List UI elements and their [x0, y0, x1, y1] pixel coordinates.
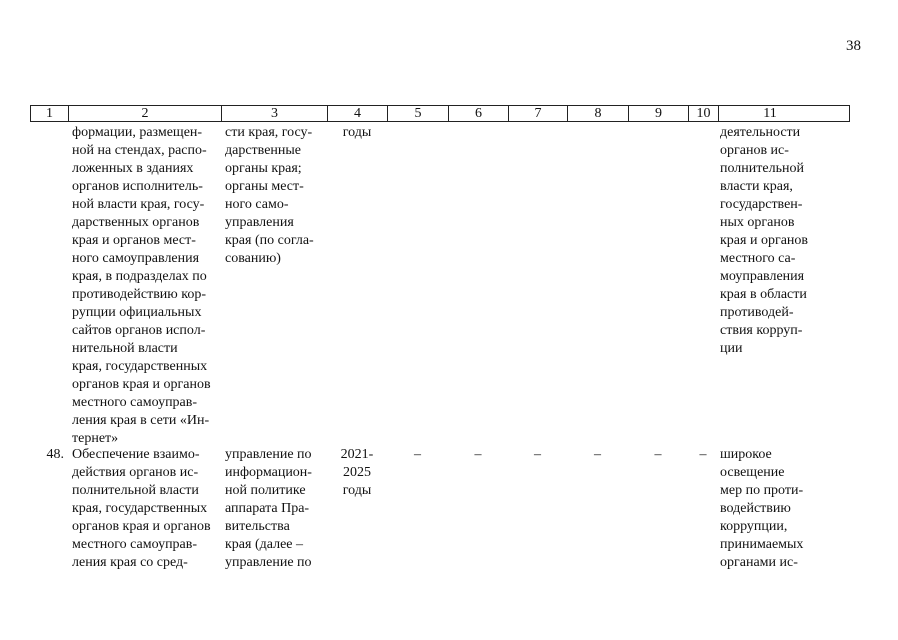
text-line: ной власти края, госу- [72, 197, 205, 212]
text-line: 2021- [340, 447, 374, 462]
text-line: ления края со сред- [72, 555, 188, 570]
cell-col8 [567, 124, 628, 448]
cell-col6 [448, 124, 508, 448]
header-cell: 2 [69, 106, 222, 121]
cell-col5 [387, 124, 448, 448]
cell-result [718, 124, 820, 448]
text-line: органов края и органов [72, 519, 211, 534]
text-line: действия органов ис- [72, 465, 199, 480]
cell-period [327, 446, 387, 572]
cell-col10 [688, 124, 718, 448]
page-number: 38 [846, 38, 861, 54]
text-line: водействию [720, 501, 791, 516]
text-line: широкое [720, 447, 772, 462]
text-line: 2025 [343, 465, 371, 480]
text-line: рупции официальных [72, 305, 202, 320]
header-cell: 9 [629, 106, 689, 121]
text-line: ции [720, 341, 743, 356]
cell-measure-text [68, 446, 221, 572]
cell-col6: – [474, 447, 482, 462]
text-line: принимаемых [720, 537, 804, 552]
text-line: края, в подразделах по [72, 269, 207, 284]
table-row-continued [30, 124, 850, 448]
text-line: противодей- [720, 305, 794, 320]
text-line: власти края, [720, 179, 793, 194]
text-line: нительной власти [72, 341, 178, 356]
text-line: сайтов органов испол- [72, 323, 206, 338]
text-line: края в области [720, 287, 807, 302]
text-line: ствия корруп- [720, 323, 803, 338]
cell-col9 [628, 124, 688, 448]
cell-col10: – [699, 447, 707, 462]
text-line: моуправления [720, 269, 805, 284]
text-line: органами ис- [720, 555, 798, 570]
text-line: управление по [225, 555, 312, 570]
text-line: аппарата Пра- [225, 501, 310, 516]
header-cell: 5 [388, 106, 449, 121]
text-line: края и органов [720, 233, 809, 248]
cell-col9: – [654, 447, 662, 462]
text-line: местного самоуправ- [72, 537, 198, 552]
text-line: управление по [225, 447, 312, 462]
text-line: края, государственных [72, 359, 208, 374]
text-line: противодействию кор- [72, 287, 207, 302]
text-line: ной на стендах, распо- [72, 143, 207, 158]
text-line: управления [225, 215, 294, 230]
text-line: края и органов мест- [72, 233, 196, 248]
text-line: дарственные [225, 143, 302, 158]
text-line: мер по проти- [720, 483, 804, 498]
cell-result [718, 446, 820, 572]
cell-col8: – [594, 447, 601, 462]
text-line: сти края, госу- [225, 125, 313, 140]
cell-executors [221, 124, 327, 448]
cell-executors [221, 446, 327, 572]
header-cell: 3 [222, 106, 328, 121]
table-header-row [30, 105, 850, 122]
header-cell: 11 [763, 106, 777, 121]
text-line: местного са- [720, 251, 796, 266]
header-cell: 7 [509, 106, 568, 121]
text-line: государствен- [720, 197, 803, 212]
text-line: формации, размещен- [72, 125, 203, 140]
text-line: информацион- [225, 465, 312, 480]
header-cell: 10 [689, 106, 719, 121]
text-line: ного само- [225, 197, 289, 212]
text-line: ных органов [720, 215, 795, 230]
text-line: органов исполнитель- [72, 179, 203, 194]
cell-col7: – [534, 447, 541, 462]
text-line: годы [342, 483, 372, 498]
cell-number [30, 124, 68, 448]
table-row-48 [30, 446, 850, 572]
text-line: деятельности [720, 125, 801, 140]
text-line: органов края и органов [72, 377, 211, 392]
cell-col5: – [414, 447, 421, 462]
text-line: полнительной [720, 161, 804, 176]
text-line: Обеспечение взаимо- [72, 447, 200, 462]
cell-col7 [508, 124, 567, 448]
text-line: сованию) [225, 251, 281, 266]
cell-period: годы [342, 125, 372, 140]
text-line: ного самоуправления [72, 251, 200, 266]
text-line: коррупции, [720, 519, 788, 534]
cell-number: 48. [46, 447, 64, 462]
header-cell: 6 [449, 106, 509, 121]
text-line: края (далее – [225, 537, 303, 552]
text-line: тернет» [72, 431, 119, 446]
text-line: освещение [720, 465, 785, 480]
text-line: полнительной власти [72, 483, 199, 498]
text-line: местного самоуправ- [72, 395, 198, 410]
text-line: органов ис- [720, 143, 789, 158]
text-line: дарственных органов [72, 215, 200, 230]
text-line: вительства [225, 519, 290, 534]
cell-measure-text [68, 124, 221, 448]
text-line: ной политике [225, 483, 306, 498]
header-cell: 8 [568, 106, 629, 121]
text-line: органы края; [225, 161, 302, 176]
text-line: органы мест- [225, 179, 304, 194]
header-cell: 1 [31, 106, 69, 121]
header-cell: 4 [328, 106, 388, 121]
text-line: края, государственных [72, 501, 208, 516]
text-line: края (по согла- [225, 233, 314, 248]
text-line: ложенных в зданиях [72, 161, 194, 176]
text-line: ления края в сети «Ин- [72, 413, 210, 428]
